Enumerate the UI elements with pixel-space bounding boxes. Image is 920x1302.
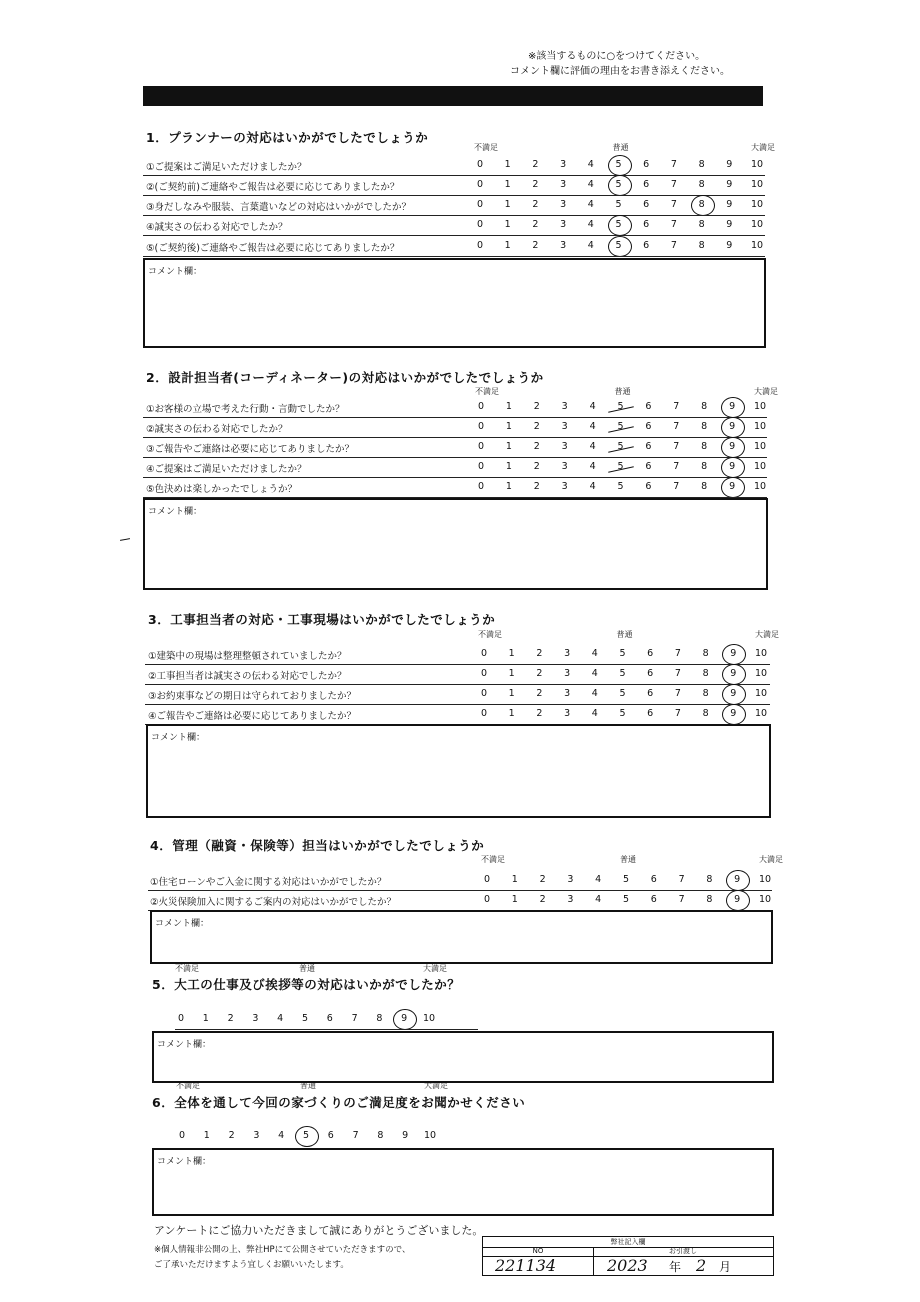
section-1-q1-scale-9: 9 <box>726 159 733 170</box>
section-4-q2-scale-10: 10 <box>758 894 772 905</box>
section-3-q1-scale-8: 8 <box>702 648 709 659</box>
section-3-q3-scale-8: 8 <box>702 688 709 699</box>
section-2-q3-scale-2: 2 <box>533 441 540 452</box>
section-5-q1-scale-8: 8 <box>376 1013 383 1024</box>
section-4-q1-scale-4: 4 <box>595 874 602 885</box>
section-4-q2-scale-7: 7 <box>678 894 685 905</box>
section-2-q1-scale-0: 0 <box>477 401 485 412</box>
section-2-q3-scale-6: 6 <box>645 441 652 452</box>
section-1-q2-rule <box>143 195 765 196</box>
section-2-q4-scale-4: 4 <box>589 461 596 472</box>
section-2-q3-answer-circle <box>721 437 745 458</box>
section-4-question-2: ②火災保険加入に関するご案内の対応はいかがでしたか？ <box>150 897 397 908</box>
section-6-q1-answer-circle <box>295 1126 319 1147</box>
section-2-q2-scale-4: 4 <box>589 421 596 432</box>
section-2-q2-scale-9: 9 <box>729 421 736 432</box>
section-2-q2-scale-1: 1 <box>505 421 512 432</box>
section-1-question-4: ④誠実さの伝わる対応でしたか？ <box>146 222 288 233</box>
section-2-q2-scale-5: 5 <box>617 421 624 432</box>
section-6-q1-scale-10: 10 <box>423 1130 437 1141</box>
section-1-q4-rule <box>143 235 765 236</box>
section-3-q4-scale-7: 7 <box>674 708 681 719</box>
section-3-q1-scale-4: 4 <box>591 648 598 659</box>
section-2-q5-scale-2: 2 <box>533 481 540 492</box>
section-1-question-2: ②(ご契約前)ご連絡やご報告は必要に応じてありましたか？ <box>146 182 400 193</box>
customer-number: 221134 <box>495 1256 557 1275</box>
section-4-q1-scale-2: 2 <box>539 874 546 885</box>
section-1-q5-answer-circle <box>608 236 632 257</box>
section-2-question-3: ③ご報告やご連絡は必要に応じてありましたか？ <box>146 444 355 455</box>
section-2-q1-scale-8: 8 <box>701 401 708 412</box>
section-4-q2-scale-0: 0 <box>483 894 491 905</box>
no-label: NO <box>532 1247 544 1255</box>
section-3-scale-label-low: 不満足 <box>478 630 502 639</box>
section-2-q5-scale-8: 8 <box>701 481 708 492</box>
section-1-q5-scale-2: 2 <box>532 240 539 251</box>
section-2-q1-scale-1: 1 <box>505 401 512 412</box>
section-1-q3-scale-2: 2 <box>532 199 539 210</box>
section-3-q3-rule <box>145 704 770 705</box>
section-2-q2-scale-7: 7 <box>673 421 680 432</box>
section-5-q1-scale-4: 4 <box>277 1013 284 1024</box>
section-6-q1-scale-0: 0 <box>178 1130 186 1141</box>
section-3-question-1: ①建築中の現場は整理整頓されていましたか？ <box>148 651 347 662</box>
section-2-scale-label-low: 不満足 <box>475 387 499 396</box>
section-4-title: 4．管理（融資・保険等）担当はいかがでしたでしょうか <box>150 838 485 853</box>
section-2-q1-scale-10: 10 <box>753 401 767 412</box>
section-1-q3-scale-8: 8 <box>698 199 705 210</box>
section-3-q4-scale-0: 0 <box>480 708 488 719</box>
section-2-q5-scale-6: 6 <box>645 481 652 492</box>
section-2-q1-scale-6: 6 <box>645 401 652 412</box>
section-1-q4-scale-4: 4 <box>587 219 594 230</box>
section-3-q2-scale-5: 5 <box>619 668 626 679</box>
privacy-note-line-1: ※個人情報非公開の上、弊社HPにて公開させていただきますので、 <box>154 1245 411 1255</box>
section-4-scale-label-low: 不満足 <box>481 855 505 864</box>
section-4-question-1: ①住宅ローンやご入金に関する対応はいかがでしたか？ <box>150 877 387 888</box>
handover-label: お引渡し <box>669 1247 697 1255</box>
section-1-q5-scale-6: 6 <box>643 240 650 251</box>
section-3-q2-scale-7: 7 <box>674 668 681 679</box>
section-3-q1-scale-1: 1 <box>508 648 515 659</box>
header-bar <box>143 86 763 106</box>
section-3-q1-scale-7: 7 <box>674 648 681 659</box>
section-4-scale-label-high: 大満足 <box>759 855 783 864</box>
section-2-q5-scale-10: 10 <box>753 481 767 492</box>
section-4-q1-scale-5: 5 <box>622 874 630 885</box>
section-5-q1-rule <box>175 1029 478 1030</box>
section-1-q2-scale-5: 5 <box>615 179 622 190</box>
section-2-q3-scale-7: 7 <box>673 441 680 452</box>
section-1-q1-scale-4: 4 <box>587 159 594 170</box>
section-4-q2-scale-8: 8 <box>706 894 713 905</box>
section-1-q1-scale-8: 8 <box>698 159 705 170</box>
section-4-q1-scale-10: 10 <box>758 874 772 885</box>
section-1-q5-rule <box>143 256 765 257</box>
section-6-q1-scale-3: 3 <box>253 1130 260 1141</box>
section-2-q3-scale-8: 8 <box>701 441 708 452</box>
instruction-comment: コメント欄に評価の理由をお書き添えください。 <box>510 66 730 77</box>
section-5-comment-label: コメント欄： <box>157 1040 212 1050</box>
section-1-q3-rule <box>143 215 765 216</box>
section-4-q1-scale-9: 9 <box>734 874 741 885</box>
section-4-q2-scale-3: 3 <box>567 894 574 905</box>
section-3-q1-rule <box>145 664 770 665</box>
section-3-q1-scale-5: 5 <box>619 648 626 659</box>
section-3-q3-scale-7: 7 <box>674 688 681 699</box>
section-1-q2-scale-2: 2 <box>532 179 539 190</box>
section-3-q2-answer-circle <box>722 664 746 685</box>
section-6-q1-scale-9: 9 <box>402 1130 409 1141</box>
section-1-q1-scale-3: 3 <box>560 159 567 170</box>
section-3-q1-scale-2: 2 <box>536 648 543 659</box>
section-5-comment-box[interactable] <box>152 1031 774 1083</box>
section-4-q2-scale-6: 6 <box>650 894 657 905</box>
thanks-message: アンケートにご協力いただきまして誠にありがとうございました。 <box>154 1224 484 1237</box>
section-4-q1-scale-8: 8 <box>706 874 713 885</box>
instruction-circle: ※該当するものに○をつけてください。 <box>528 51 706 62</box>
section-6-q1-scale-7: 7 <box>352 1130 359 1141</box>
section-4-q2-scale-1: 1 <box>511 894 518 905</box>
section-3-q4-scale-4: 4 <box>591 708 598 719</box>
section-1-q2-scale-3: 3 <box>560 179 567 190</box>
section-2-q2-scale-6: 6 <box>645 421 652 432</box>
section-3-q3-scale-10: 10 <box>754 688 768 699</box>
section-4-scale-label-mid: 普通 <box>620 855 636 864</box>
section-2-q2-scale-10: 10 <box>753 421 767 432</box>
section-5-q1-scale-1: 1 <box>202 1013 209 1024</box>
section-2-question-4: ④ご提案はご満足いただけましたか？ <box>146 464 307 475</box>
section-3-scale-label-high: 大満足 <box>755 630 779 639</box>
section-2-q1-scale-4: 4 <box>589 401 596 412</box>
section-3-q2-scale-6: 6 <box>647 668 654 679</box>
section-3-q3-scale-3: 3 <box>564 688 571 699</box>
section-2-scale-label-mid: 普通 <box>614 387 631 396</box>
section-3-q2-scale-1: 1 <box>508 668 515 679</box>
section-1-q2-scale-1: 1 <box>504 179 511 190</box>
section-3-q4-answer-circle <box>722 704 746 725</box>
section-1-q3-scale-10: 10 <box>750 199 764 210</box>
section-4-comment-label: コメント欄： <box>155 919 210 929</box>
section-1-title: 1．プランナーの対応はいかがでしたでしょうか <box>146 130 429 145</box>
section-1-q3-scale-3: 3 <box>560 199 567 210</box>
section-2-q1-scale-3: 3 <box>561 401 568 412</box>
section-6-q1-scale-6: 6 <box>327 1130 334 1141</box>
section-4-q1-scale-0: 0 <box>483 874 491 885</box>
section-5-q1-scale-0: 0 <box>177 1013 185 1024</box>
section-1-q5-scale-0: 0 <box>476 240 484 251</box>
handover-year: 2023 <box>607 1256 648 1275</box>
section-3-q4-scale-6: 6 <box>647 708 654 719</box>
section-1-q2-scale-7: 7 <box>670 179 677 190</box>
section-2-q3-rule <box>143 457 767 458</box>
section-2-q3-scale-10: 10 <box>753 441 767 452</box>
section-3-q4-scale-3: 3 <box>564 708 571 719</box>
handover-month: 2 <box>696 1256 707 1275</box>
section-1-q3-scale-5: 5 <box>615 199 622 210</box>
section-3-q4-scale-10: 10 <box>754 708 768 719</box>
section-1-q4-scale-10: 10 <box>750 219 764 230</box>
section-3-title: 3．工事担当者の対応・工事現場はいかがでしたでしょうか <box>148 612 496 627</box>
section-2-q1-rule <box>143 417 767 418</box>
section-6-q1-scale-5: 5 <box>302 1130 310 1141</box>
section-1-q4-scale-6: 6 <box>643 219 650 230</box>
section-2-question-5: ⑤色決めは楽しかったでしょうか？ <box>146 484 298 495</box>
section-3-comment-box[interactable] <box>146 724 771 818</box>
section-2-q4-scale-10: 10 <box>753 461 767 472</box>
section-2-q4-scale-1: 1 <box>505 461 512 472</box>
section-6-q1-scale-1: 1 <box>203 1130 210 1141</box>
section-6-q1-scale-4: 4 <box>278 1130 285 1141</box>
section-3-question-4: ④ご報告やご連絡は必要に応じてありましたか？ <box>148 711 357 722</box>
section-2-q2-scale-0: 0 <box>477 421 485 432</box>
section-2-q5-scale-0: 0 <box>477 481 485 492</box>
section-2-q3-scale-9: 9 <box>729 441 736 452</box>
section-1-q3-scale-6: 6 <box>643 199 650 210</box>
month-unit: 月 <box>719 1260 732 1274</box>
section-1-q2-answer-circle <box>608 175 632 196</box>
section-1-q2-scale-8: 8 <box>698 179 705 190</box>
section-2-scale-label-high: 大満足 <box>754 387 778 396</box>
section-1-q3-scale-9: 9 <box>726 199 733 210</box>
section-3-q4-scale-8: 8 <box>702 708 709 719</box>
section-3-q2-scale-9: 9 <box>730 668 737 679</box>
section-3-q1-scale-9: 9 <box>730 648 737 659</box>
section-3-q3-scale-4: 4 <box>591 688 598 699</box>
section-3-q2-scale-0: 0 <box>480 668 488 679</box>
section-1-q2-scale-6: 6 <box>643 179 650 190</box>
section-1-q4-scale-2: 2 <box>532 219 539 230</box>
section-6-scale-label-high: 大満足 <box>424 1081 448 1090</box>
section-1-q5-scale-3: 3 <box>560 240 567 251</box>
section-3-q4-scale-2: 2 <box>536 708 543 719</box>
section-3-q2-scale-3: 3 <box>564 668 571 679</box>
section-2-q3-scale-3: 3 <box>561 441 568 452</box>
section-4-q1-scale-1: 1 <box>511 874 518 885</box>
section-3-scale-label-mid: 普通 <box>616 630 633 639</box>
section-2-q3-scale-5: 5 <box>617 441 624 452</box>
section-1-q3-scale-7: 7 <box>670 199 677 210</box>
section-1-q2-scale-10: 10 <box>750 179 764 190</box>
section-2-q5-scale-3: 3 <box>561 481 568 492</box>
section-2-title: 2．設計担当者(コーディネーター)の対応はいかがでしたでしょうか <box>146 370 544 385</box>
section-3-q1-scale-3: 3 <box>564 648 571 659</box>
section-1-comment-label: コメント欄： <box>148 267 203 277</box>
section-2-q2-rule <box>143 437 767 438</box>
section-2-q2-scale-2: 2 <box>533 421 540 432</box>
section-3-comment-label: コメント欄： <box>151 733 206 743</box>
section-2-q1-answer-circle <box>721 397 745 418</box>
section-5-scale-label-high: 大満足 <box>423 964 447 973</box>
section-1-q4-scale-7: 7 <box>670 219 677 230</box>
section-5-scale-label-mid: 普通 <box>299 964 315 973</box>
section-5-q1-scale-9: 9 <box>401 1013 408 1024</box>
section-4-q2-answer-circle <box>726 890 750 911</box>
section-2-q4-scale-0: 0 <box>477 461 485 472</box>
section-6-q1-scale-2: 2 <box>228 1130 235 1141</box>
section-1-q1-scale-7: 7 <box>670 159 677 170</box>
section-2-comment-box[interactable] <box>143 498 768 590</box>
section-2-q4-answer-circle <box>721 457 745 478</box>
section-6-title: 6．全体を通して今回の家づくりのご満足度をお聞かせください <box>152 1095 526 1110</box>
section-2-q5-answer-circle <box>721 477 745 498</box>
section-1-question-1: ①ご提案はご満足いただけましたか？ <box>146 162 307 173</box>
section-3-q1-scale-10: 10 <box>754 648 768 659</box>
section-4-q2-scale-5: 5 <box>622 894 630 905</box>
section-2-comment-label: コメント欄： <box>148 507 203 517</box>
section-1-q5-scale-4: 4 <box>587 240 594 251</box>
section-1-q3-scale-0: 0 <box>476 199 484 210</box>
section-3-q3-scale-0: 0 <box>480 688 488 699</box>
section-3-q3-scale-5: 5 <box>619 688 626 699</box>
section-3-q1-scale-0: 0 <box>480 648 488 659</box>
section-1-q1-scale-0: 0 <box>476 159 484 170</box>
section-3-q3-scale-1: 1 <box>508 688 515 699</box>
section-2-q1-scale-9: 9 <box>729 401 736 412</box>
section-1-q4-scale-3: 3 <box>560 219 567 230</box>
section-2-q4-scale-2: 2 <box>533 461 540 472</box>
section-6-comment-label: コメント欄： <box>157 1157 212 1167</box>
section-5-q1-scale-7: 7 <box>351 1013 358 1024</box>
section-4-q1-answer-circle <box>726 870 750 891</box>
section-3-q2-scale-10: 10 <box>754 668 768 679</box>
section-2-q1-scale-5: 5 <box>617 401 624 412</box>
section-4-q1-rule <box>148 890 772 891</box>
section-4-q1-scale-6: 6 <box>650 874 657 885</box>
section-3-q2-scale-4: 4 <box>591 668 598 679</box>
section-2-q3-scale-1: 1 <box>505 441 512 452</box>
section-2-q3-scale-0: 0 <box>477 441 485 452</box>
section-2-q4-rule <box>143 477 767 478</box>
section-1-q2-scale-0: 0 <box>476 179 484 190</box>
section-3-q4-scale-9: 9 <box>730 708 737 719</box>
section-2-q2-scale-8: 8 <box>701 421 708 432</box>
office-use-box <box>482 1236 774 1276</box>
section-5-scale-label-low: 不満足 <box>175 964 199 973</box>
section-3-q2-scale-2: 2 <box>536 668 543 679</box>
section-6-q1-scale-8: 8 <box>377 1130 384 1141</box>
section-1-question-3: ③身だしなみや服装、言葉遣いなどの対応はいかがでしたか？ <box>146 202 412 213</box>
section-1-q1-scale-1: 1 <box>504 159 511 170</box>
section-1-q4-scale-9: 9 <box>726 219 733 230</box>
year-unit: 年 <box>669 1260 682 1274</box>
section-2-q5-scale-9: 9 <box>729 481 736 492</box>
section-5-title: 5．大工の仕事及び挨拶等の対応はいかがでしたか？ <box>152 977 461 992</box>
section-2-q3-scale-4: 4 <box>589 441 596 452</box>
office-box-divider <box>593 1247 594 1275</box>
section-1-q5-scale-5: 5 <box>615 240 622 251</box>
section-2-question-2: ②誠実さの伝わる対応でしたか？ <box>146 424 288 435</box>
section-3-q3-scale-2: 2 <box>536 688 543 699</box>
section-2-q4-scale-6: 6 <box>645 461 652 472</box>
section-2-q5-scale-7: 7 <box>673 481 680 492</box>
section-1-q4-scale-1: 1 <box>504 219 511 230</box>
section-1-scale-label-mid: 普通 <box>612 143 629 152</box>
section-5-q1-scale-6: 6 <box>326 1013 333 1024</box>
section-3-question-2: ②工事担当者は誠実さの伝わる対応でしたか？ <box>148 671 347 682</box>
section-3-q3-scale-6: 6 <box>647 688 654 699</box>
section-4-q2-scale-9: 9 <box>734 894 741 905</box>
section-2-q5-scale-5: 5 <box>617 481 624 492</box>
section-1-q5-scale-8: 8 <box>698 240 705 251</box>
section-2-q2-scale-3: 3 <box>561 421 568 432</box>
section-5-q1-scale-2: 2 <box>227 1013 234 1024</box>
section-4-q1-scale-3: 3 <box>567 874 574 885</box>
section-6-scale-label-mid: 普通 <box>300 1081 316 1090</box>
section-1-q1-scale-2: 2 <box>532 159 539 170</box>
privacy-note-line-2: ご了承いただけますよう宜しくお願いいたします。 <box>154 1260 349 1270</box>
section-3-q4-scale-1: 1 <box>508 708 515 719</box>
section-3-q1-scale-6: 6 <box>647 648 654 659</box>
section-2-q1-scale-7: 7 <box>673 401 680 412</box>
section-5-q1-answer-circle <box>393 1009 417 1030</box>
section-2-question-1: ①お客様の立場で考えた行動・言動でしたか？ <box>146 404 345 415</box>
section-4-q2-scale-2: 2 <box>539 894 546 905</box>
section-5-q1-scale-3: 3 <box>252 1013 259 1024</box>
section-1-q3-scale-1: 1 <box>504 199 511 210</box>
section-6-comment-box[interactable] <box>152 1148 774 1216</box>
section-1-q1-scale-5: 5 <box>615 159 622 170</box>
section-2-q4-scale-3: 3 <box>561 461 568 472</box>
section-1-q1-rule <box>143 175 765 176</box>
section-1-q1-scale-10: 10 <box>750 159 764 170</box>
section-4-q2-scale-4: 4 <box>595 894 602 905</box>
section-6-scale-label-low: 不満足 <box>176 1081 200 1090</box>
section-1-comment-box[interactable] <box>143 258 766 348</box>
section-1-q4-answer-circle <box>608 215 632 236</box>
section-1-q5-scale-7: 7 <box>670 240 677 251</box>
section-3-question-3: ③お約束事などの期日は守られておりましたか？ <box>148 691 357 702</box>
section-3-q3-answer-circle <box>722 684 746 705</box>
section-1-q3-scale-4: 4 <box>587 199 594 210</box>
section-1-q5-scale-10: 10 <box>750 240 764 251</box>
section-3-q4-scale-5: 5 <box>619 708 626 719</box>
office-box-title: 弊社記入欄 <box>610 1238 646 1246</box>
section-1-question-5: ⑤(ご契約後)ご連絡やご報告は必要に応じてありましたか？ <box>146 243 400 254</box>
section-2-q4-scale-9: 9 <box>729 461 736 472</box>
section-1-q1-answer-circle <box>608 155 632 176</box>
section-1-q4-scale-5: 5 <box>615 219 622 230</box>
section-1-q1-scale-6: 6 <box>643 159 650 170</box>
section-1-q4-scale-0: 0 <box>476 219 484 230</box>
section-2-q5-scale-1: 1 <box>505 481 512 492</box>
section-1-q5-scale-9: 9 <box>726 240 733 251</box>
section-5-q1-scale-5: 5 <box>301 1013 309 1024</box>
section-2-q2-answer-circle <box>721 417 745 438</box>
section-2-q4-scale-8: 8 <box>701 461 708 472</box>
section-5-q1-scale-10: 10 <box>422 1013 436 1024</box>
stray-pen-mark <box>120 538 130 541</box>
section-1-q3-answer-circle <box>691 195 715 216</box>
section-1-q2-scale-9: 9 <box>726 179 733 190</box>
section-3-q1-answer-circle <box>722 644 746 665</box>
section-3-q2-rule <box>145 684 770 685</box>
section-2-q4-scale-7: 7 <box>673 461 680 472</box>
section-4-comment-box[interactable] <box>150 910 773 964</box>
section-3-q3-scale-9: 9 <box>730 688 737 699</box>
section-1-q5-scale-1: 1 <box>504 240 511 251</box>
section-2-q5-scale-4: 4 <box>589 481 596 492</box>
section-4-q1-scale-7: 7 <box>678 874 685 885</box>
section-2-q1-scale-2: 2 <box>533 401 540 412</box>
section-1-q2-scale-4: 4 <box>587 179 594 190</box>
section-1-q4-scale-8: 8 <box>698 219 705 230</box>
section-2-q4-scale-5: 5 <box>617 461 624 472</box>
section-3-q2-scale-8: 8 <box>702 668 709 679</box>
section-1-scale-label-high: 大満足 <box>751 143 775 152</box>
section-1-scale-label-low: 不満足 <box>474 143 498 152</box>
